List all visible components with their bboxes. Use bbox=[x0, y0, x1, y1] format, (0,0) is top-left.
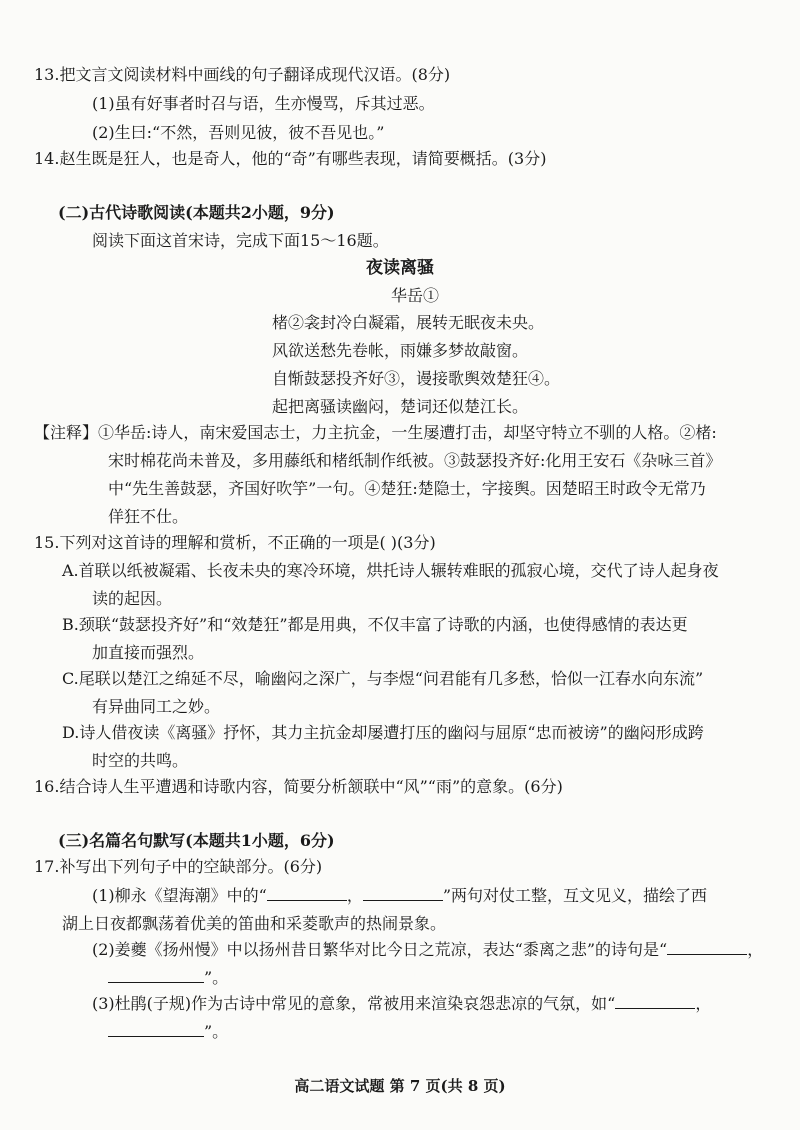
poem-line-1: 楮②衾封冷白凝霜，展转无眠夜未央。 bbox=[272, 313, 545, 332]
q17-item-3-cont bbox=[108, 1019, 228, 1045]
comma: ， bbox=[695, 994, 712, 1013]
answer-blank[interactable] bbox=[267, 884, 347, 901]
q17-item-2 bbox=[92, 937, 763, 963]
section-2-heading: (二)古代诗歌阅读(本题共2小题，9分) bbox=[58, 203, 335, 222]
q17-item-1-text: (1)柳永《望海潮》中的“ bbox=[92, 886, 267, 905]
poem-line-4: 起把离骚读幽闷，楚词还似楚江长。 bbox=[272, 397, 529, 416]
q13-sentence-1: (1)虽有好事者时召与语，生亦慢骂，斥其过恶。 bbox=[92, 94, 435, 113]
q15-option-b: B.颈联“鼓瑟投齐好”和“效楚狂”都是用典，不仅丰富了诗歌的内涵，也使得感情的表达更 bbox=[62, 615, 688, 634]
answer-blank[interactable] bbox=[108, 966, 204, 983]
poem-note-line: 佯狂不仕。 bbox=[108, 507, 189, 526]
q15-stem: 15.下列对这首诗的理解和赏析，不正确的一项是( )(3分) bbox=[34, 533, 436, 552]
q17-item-2-cont bbox=[108, 965, 228, 991]
page-footer: 高二语文试题 第 7 页(共 8 页) bbox=[294, 1077, 506, 1095]
answer-blank[interactable] bbox=[363, 884, 443, 901]
q17-item-1-text: ”两句对仗工整，互文见义，描绘了西 bbox=[442, 886, 708, 905]
section-3-heading: (三)名篇名句默写(本题共1小题，6分) bbox=[58, 831, 335, 850]
poem-line-2: 风欲送愁先卷帐，雨嫌多梦故敲窗。 bbox=[272, 341, 529, 360]
poem-author: 华岳① bbox=[390, 286, 439, 305]
q17-stem: 17.补写出下列句子中的空缺部分。(6分) bbox=[34, 857, 323, 876]
q15-option-c: C.尾联以楚江之绵延不尽，喻幽闷之深广，与李煜“问君能有几多愁，恰似一江春水向东流” bbox=[62, 669, 704, 688]
closing-quote: ”。 bbox=[204, 968, 229, 987]
poem-note-line: 宋时棉花尚未普及，多用藤纸和楮纸制作纸被。③鼓瑟投齐好:化用王安石《杂咏三首》 bbox=[108, 451, 722, 470]
q17-item-1 bbox=[92, 883, 707, 909]
answer-blank[interactable] bbox=[667, 938, 747, 955]
answer-blank[interactable] bbox=[108, 1020, 204, 1037]
q17-item-3-text: (3)杜鹃(子规)作为古诗中常见的意象，常被用来渲染哀怨悲凉的气氛，如“ bbox=[92, 994, 616, 1013]
q15-option-d: D.诗人借夜读《离骚》抒怀，其力主抗金却屡遭打压的幽闷与屈原“忠而被谤”的幽闷形成跨 bbox=[62, 723, 704, 742]
q15-option-a: A.首联以纸被凝霜、长夜未央的寒冷环境，烘托诗人辗转难眠的孤寂心境，交代了诗人起身夜 bbox=[62, 561, 719, 580]
closing-quote: ”。 bbox=[204, 1022, 229, 1041]
q16-stem: 16.结合诗人生平遭遇和诗歌内容，简要分析颔联中“风”“雨”的意象。(6分) bbox=[34, 777, 563, 796]
q17-item-3 bbox=[92, 991, 711, 1017]
section-2-intro: 阅读下面这首宋诗，完成下面15～16题。 bbox=[92, 231, 389, 250]
comma: ， bbox=[346, 886, 363, 905]
poem-note-line: 【注释】①华岳:诗人，南宋爱国志士，力主抗金，一生屡遭打击，却坚守特立不驯的人格。②楮: bbox=[34, 423, 717, 442]
q15-option-b-cont: 加直接而强烈。 bbox=[92, 643, 205, 662]
q15-option-c-cont: 有异曲同工之妙。 bbox=[92, 697, 221, 716]
q17-item-1-cont: 湖上日夜都飘荡着优美的笛曲和采菱歌声的热闹景象。 bbox=[62, 914, 447, 933]
q13-sentence-2: (2)生曰:“不然，吾则见彼，彼不吾见也。” bbox=[92, 123, 385, 142]
q14-stem: 14.赵生既是狂人，也是奇人，他的“奇”有哪些表现，请简要概括。(3分) bbox=[34, 149, 547, 168]
q15-option-d-cont: 时空的共鸣。 bbox=[92, 751, 189, 770]
q15-option-a-cont: 读的起因。 bbox=[92, 589, 173, 608]
poem-line-3: 自惭鼓瑟投齐好③，谩接歌舆效楚狂④。 bbox=[272, 369, 561, 388]
q17-item-2-text: (2)姜夔《扬州慢》中以扬州昔日繁华对比今日之荒凉，表达“黍离之悲”的诗句是“ bbox=[92, 940, 668, 959]
poem-note-line: 中“先生善鼓瑟，齐国好吹竽”一句。④楚狂:楚隐士，字接舆。因楚昭王时政令无常乃 bbox=[108, 479, 706, 498]
poem-title: 夜读离骚 bbox=[366, 258, 434, 278]
q13-stem: 13.把文言文阅读材料中画线的句子翻译成现代汉语。(8分) bbox=[34, 65, 451, 84]
answer-blank[interactable] bbox=[615, 992, 695, 1009]
comma: ， bbox=[747, 940, 764, 959]
